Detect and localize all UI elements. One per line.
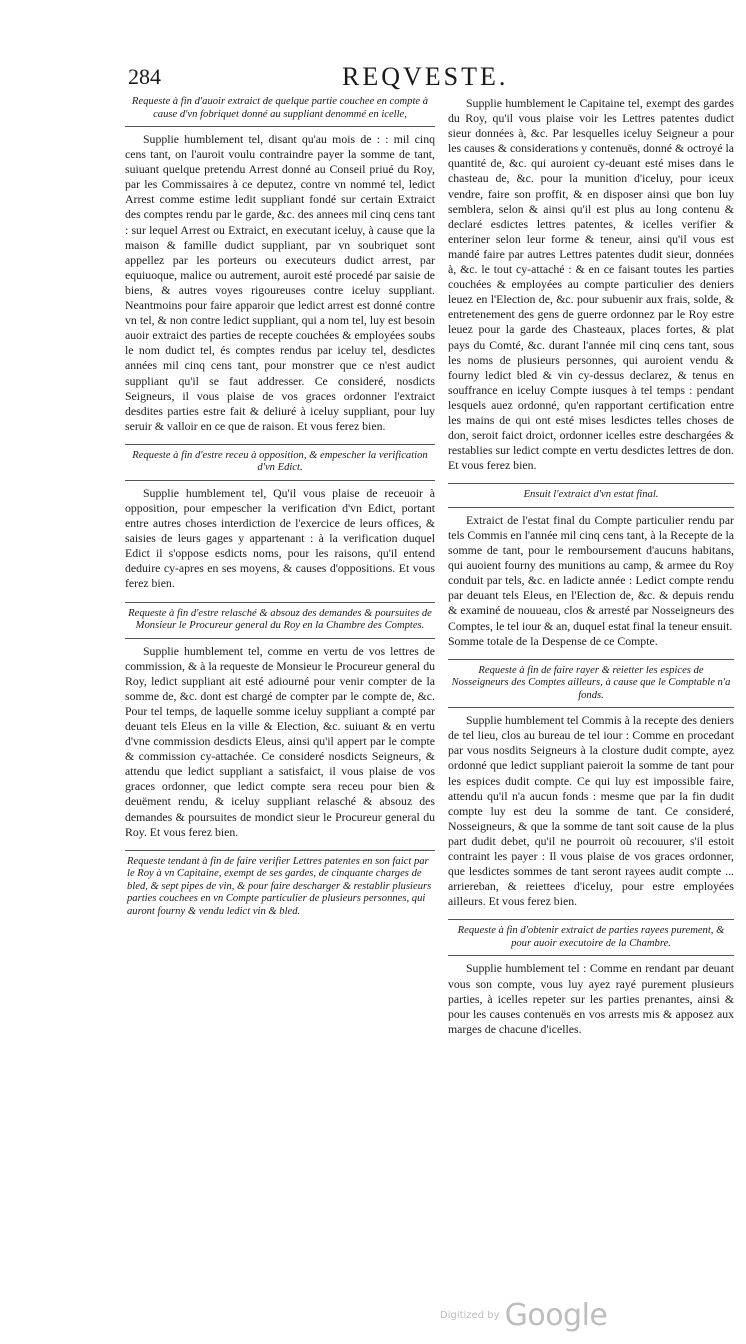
section-body: Supplie humblement tel, disant qu'au mois de : : mil cinq cens tant, on l'auroit voulu contraindre payer la somme de tant, suiuant quelque pretendu Arrest donné au Conseil priué du Roy, par les Commissaires à ce deputez, contre vn nommé tel, ledict Arrest comme estime ledit suppliant fondé sur certain Extraict des comptes rendu par le garde, &c. des annees mil cinq cens tant : sur lequel Arrest ou Extraict, en executant iceluy, à cause que la maison & famille dudict suppliant, par vn soubriquet sont appellez par les porteurs ou executeurs dudict arrest, par equiuoque, malice ou autrement, auroit esté procedé par saisie de biens, & autres voyes rigoureuses contre iceluy suppliant. Neantmoins pour faire apparoir que ledict arrest est donné contre vn tel, & non contre ledict suppliant, qui a nom tel, luy est besoin auoir extraict des parties de recepte couchées & employées soubs le nom dudict tel, és comptes rendus par iceluy tel, desdictes années mil cinq cens tant, pour monstrer que ce n'est audict suppliant qu'il se faut addresser. Ce consideré, nosdicts Seigneurs, il vous plaise de vos graces ordonner l'extraict desdites parties estre fait & deliuré à iceluy suppliant, pour luy seruir & valloir en ce que de raison. Et vous ferez bien. [125, 132, 435, 433]
section-title: Requeste tendant à fin de faire verifier Lettres patentes en son faict par le Roy à vn Capitaine, exempt de ses gardes, de cinquante charges de bled, & sept pipes de vin, & pour faire descharger & restablir plusieurs parties couchees en vn Compte particulier de plusieurs personnes, qui auront fourny & vendu ledict vin & bled. [127, 855, 432, 917]
section-body: Extraict de l'estat final du Compte particulier rendu par tels Commis en l'année mil cinq cens tant, à la Recepte de la somme de tant, pour le remboursement d'aucuns habitans, qui auoient fourny des munitions au camp, & armee du Roy conduit par tels, &c. en ladicte année : Ledict compte rendu par deuant tels Eleus, en l'Election de, &c. & depuis rendu & examiné de nouueau, clos & arresté par Nosseigneurs des Comptes, le tel iour & an, duquel estat final la teneur ensuit. Somme totale de la Despense de ce Compte. [448, 512, 734, 648]
divider [125, 444, 435, 445]
section [125, 608, 435, 840]
divider [125, 126, 435, 127]
section [448, 925, 734, 1036]
divider [448, 483, 734, 484]
section [448, 489, 734, 648]
section-title: Requeste à fin d'estre relasché & absouz des demandes & poursuites de Monsieur le Procureur general du Roy en la Chambre des Comptes. [128, 607, 432, 632]
right-column [448, 96, 734, 1291]
google-wordmark: Google [504, 1298, 608, 1333]
section-body: Supplie humblement tel, Qu'il vous plaise de receuoir à opposition, pour empescher la verification d'vn Edict, portant entre autres choses interdiction de l'exercice de leurs offices, & saisies de leurs gages y appartenant : à la verification duquel Edict il s'oppose esdicts noms, pour les raisons, qu'il entend deduire cy-apres en ses moyens, & causes d'oppositions. Et vous ferez bien. [125, 485, 435, 591]
divider [448, 919, 734, 920]
section [125, 856, 435, 919]
left-column [125, 96, 435, 1291]
section-title: Requeste à fin d'auoir extraict de quelque partie couchee en compte à cause d'vn fobriquet donné au suppliant denommé en icelle, [131, 96, 429, 120]
divider [125, 480, 435, 481]
section-body: Supplie humblement tel : Comme en rendant par deuant vous son compte, vous luy ayez rayé purement plusieurs parties, à icelles repeter sur les parties prenantes, ainsi & pour les causes contenuës en vos arrests mis & apposez aux marges de chacune d'icelles. [448, 961, 734, 1036]
divider [125, 850, 435, 851]
section-title: Requeste à fin d'estre receu à opposition, & empescher la verification d'vn Edict. [132, 449, 428, 474]
running-title: REQVESTE. [342, 62, 509, 91]
divider [448, 659, 734, 660]
section-title: Ensuit l'extraict d'vn estat final. [523, 489, 659, 501]
divider [448, 707, 734, 708]
digitized-by-label: Digitized by [440, 1310, 500, 1321]
section-title: Requeste à fin de faire rayer & reietter les espices de Nosseigneurs des Comptes ailleurs, à cause que le Comptable n'a fonds. [451, 664, 731, 701]
divider [125, 638, 435, 639]
divider [448, 507, 734, 508]
section [125, 96, 435, 434]
digitized-watermark [440, 1298, 607, 1333]
section-title: Requeste à fin d'obtenir extraict de parties rayees purement, & pour auoir executoire de la Chambre. [457, 925, 725, 949]
section-body: Supplie humblement le Capitaine tel, exempt des gardes du Roy, qu'il vous plaise voir les Lettres patentes dudict sieur données à, &c. Par lesquelles iceluy Seigneur a pour les causes & considerations y contenuës, donné & octroyé la quantité de, &c. qui auroient cy-deuant esté mises dans le chasteau de, &c. pour la munition d'iceluy, pour iceux vendre, faire son proffit, & en disposer ainsi que bon luy semblera, selon & ainsi qu'il est plus au long contenu & declaré esdictes lettres patentes, & icelles verifier & enteriner selon leur forme & teneur, ainsi qu'il vous est mandé faire par autres Lettres patentes dudit sieur, données à, &c. le tout cy-attaché : & en ce faisant toutes les parties couchées & employées au compte particulier des deniers leuez en l'Election de, &c. pour subuenir aux frais, solde, & entretenement des gens de guerre ordonnez par le Roy estre leuez pour la garde des Chasteaux, places fortes, & plat pays du Comté, &c. durant l'année mil cinq cens tant, sous les noms de plusieurs personnes, qui auroient vendu & fourny ledict bled & vin cy-dessus declarez, & tenus en souffrance en iceluy Compte iusques à tel temps : pendant lesquels auez ordonné, qu'en rapportant certification entre les mains de qui ont esté mises lesdictes telles choses de don, seroit faict droict, ordonner icelles estre deschargées & restablies sur ledict compte en vertu desdictes lettres de don. Et vous ferez bien. [448, 96, 734, 473]
section-body: Supplie humblement tel, comme en vertu de vos lettres de commission, & à la requeste de Monsieur le Procureur general du Roy, ledict suppliant ait esté adiourné pour venir compter de la somme de, &c. dont est chargé de compter par le compte de, &c. Pour tel temps, de laquelle somme iceluy suppliant a compté par deuant tels Eleus en la ville & Election, &c. suiuant & en vertu d'vne commission desdicts Eleus, ainsi qu'il appert par le compte & commission cy-attachée. Ce consideré nosdicts Seigneurs, & attendu que ledict suppliant a satisfaict, il vous plaise de vos graces ordonner, que ledict compte sera receu pour bien & deuëment rendu, & iceluy suppliant relasché & absouz des demandes & poursuites de mondict sieur le Procureur general du Roy. Et vous ferez bien. [125, 643, 435, 839]
section [125, 450, 435, 592]
divider [125, 602, 435, 603]
divider [448, 955, 734, 956]
page-number: 284 [128, 64, 161, 89]
section-body: Supplie humblement tel Commis à la recepte des deniers de tel lieu, clos au bureau de tel iour : Comme en procedant par vous nosdits Seigneurs à la closture dudit compte, ayez ordonné que ledict suppliant paieroit la somme de tant pour les espices dudit compte. Ce qui luy est impossible faire, attendu qu'il n'a aucun fonds : mesme que par la fin dudit compte luy est deu la somme de tant. Ce consideré, Nosseigneurs, & que la somme de tant soit cause de la plus part dudit debet, qu'il ne pourroit où recouurer, s'il estoit contraint les payer : Il vous plaise de vos graces ordonner, que lesdictes sommes de tant seront rayees audit compte ... arriereban, & reiettees d'iceluy, pour estre employées ailleurs. Et vous ferez bien. [448, 713, 734, 909]
section [448, 665, 734, 910]
section [448, 96, 734, 473]
